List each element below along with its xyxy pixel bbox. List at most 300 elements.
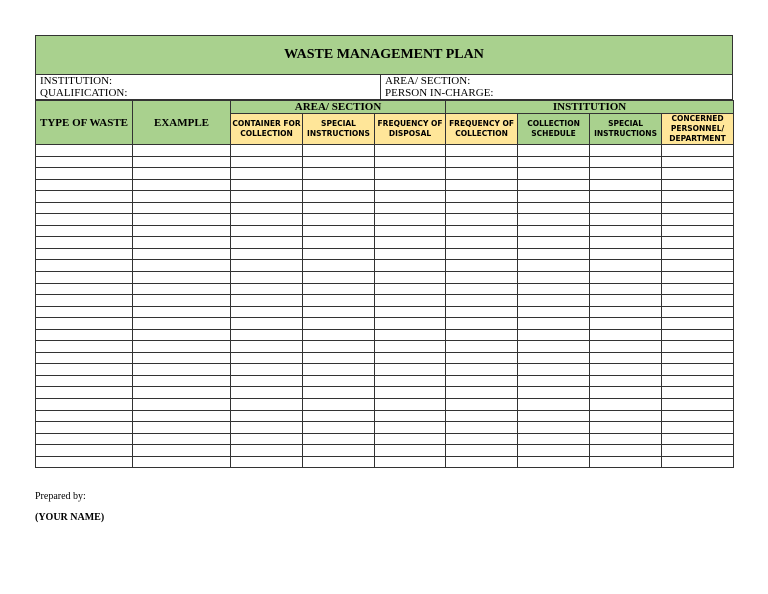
table-cell[interactable] [36, 445, 133, 457]
table-cell[interactable] [375, 214, 446, 226]
table-cell[interactable] [590, 456, 662, 468]
table-row [36, 295, 734, 307]
table-cell[interactable] [303, 191, 375, 203]
table-cell[interactable] [303, 225, 375, 237]
table-cell[interactable] [303, 456, 375, 468]
table-cell[interactable] [590, 260, 662, 272]
table-cell[interactable] [446, 306, 518, 318]
table-row [36, 364, 734, 376]
table-cell[interactable] [303, 341, 375, 353]
table-row [36, 352, 734, 364]
table-row [36, 272, 734, 284]
table-row [36, 225, 734, 237]
table-cell[interactable] [662, 341, 734, 353]
table-cell[interactable] [518, 445, 590, 457]
table-cell[interactable] [518, 168, 590, 180]
table-cell[interactable] [375, 272, 446, 284]
table-cell[interactable] [133, 387, 231, 399]
table-cell[interactable] [375, 433, 446, 445]
table-row [36, 422, 734, 434]
table-cell[interactable] [662, 248, 734, 260]
waste-management-form [35, 35, 733, 468]
table-cell[interactable] [375, 364, 446, 376]
table-cell[interactable] [36, 272, 133, 284]
table-cell[interactable] [518, 422, 590, 434]
table-cell[interactable] [133, 272, 231, 284]
table-cell[interactable] [375, 295, 446, 307]
table-cell[interactable] [662, 237, 734, 249]
table-cell[interactable] [303, 375, 375, 387]
table-cell[interactable] [133, 445, 231, 457]
table-cell[interactable] [662, 156, 734, 168]
table-cell[interactable] [36, 422, 133, 434]
header-example: EXAMPLE [133, 101, 231, 145]
table-row [36, 375, 734, 387]
table-cell[interactable] [36, 399, 133, 411]
qualification-field[interactable]: QUALIFICATION: [40, 87, 128, 99]
table-row [36, 387, 734, 399]
table-row [36, 248, 734, 260]
table-cell[interactable] [133, 306, 231, 318]
table-cell[interactable] [36, 318, 133, 330]
table-cell[interactable] [662, 260, 734, 272]
table-cell[interactable] [231, 433, 303, 445]
table-cell[interactable] [446, 295, 518, 307]
table-cell[interactable] [303, 202, 375, 214]
table-cell[interactable] [231, 399, 303, 411]
table-cell[interactable] [518, 341, 590, 353]
table-cell[interactable] [446, 145, 518, 157]
table-cell[interactable] [36, 352, 133, 364]
table-cell[interactable] [518, 364, 590, 376]
table-cell[interactable] [36, 364, 133, 376]
table-row [36, 456, 734, 468]
table-cell[interactable] [231, 272, 303, 284]
table-cell[interactable] [590, 179, 662, 191]
table-cell[interactable] [590, 410, 662, 422]
table-cell[interactable] [133, 318, 231, 330]
table-cell[interactable] [375, 410, 446, 422]
table-cell[interactable] [590, 191, 662, 203]
table-cell[interactable] [590, 237, 662, 249]
table-cell[interactable] [446, 202, 518, 214]
table-cell[interactable] [446, 156, 518, 168]
table-cell[interactable] [303, 179, 375, 191]
table-cell[interactable] [375, 248, 446, 260]
table-cell[interactable] [518, 410, 590, 422]
table-row [36, 260, 734, 272]
table-cell[interactable] [590, 272, 662, 284]
table-cell[interactable] [303, 156, 375, 168]
table-cell[interactable] [231, 329, 303, 341]
your-name-field[interactable]: (YOUR NAME) [35, 512, 105, 523]
table-row [36, 329, 734, 341]
table-cell[interactable] [590, 399, 662, 411]
table-cell[interactable] [518, 456, 590, 468]
table-cell[interactable] [446, 445, 518, 457]
header-concerned-personnel: CONCERNED PERSONNEL/ DEPARTMENT [662, 114, 734, 145]
table-cell[interactable] [662, 399, 734, 411]
table-cell[interactable] [446, 329, 518, 341]
table-cell[interactable] [446, 191, 518, 203]
table-cell[interactable] [590, 214, 662, 226]
info-left [36, 75, 381, 99]
table-row [36, 445, 734, 457]
table-cell[interactable] [303, 399, 375, 411]
table-cell[interactable] [36, 248, 133, 260]
table-cell[interactable] [36, 237, 133, 249]
table-cell[interactable] [36, 260, 133, 272]
table-cell[interactable] [662, 410, 734, 422]
table-cell[interactable] [231, 283, 303, 295]
table-cell[interactable] [375, 445, 446, 457]
table-cell[interactable] [518, 156, 590, 168]
table-cell[interactable] [36, 456, 133, 468]
table-cell[interactable] [231, 445, 303, 457]
table-cell[interactable] [446, 387, 518, 399]
table-cell[interactable] [375, 260, 446, 272]
form-title: WASTE MANAGEMENT PLAN [35, 35, 733, 75]
table-cell[interactable] [518, 306, 590, 318]
table-cell[interactable] [231, 341, 303, 353]
table-cell[interactable] [375, 375, 446, 387]
person-in-charge-field[interactable]: PERSON IN-CHARGE: [385, 87, 494, 99]
table-cell[interactable] [133, 237, 231, 249]
table-cell[interactable] [590, 145, 662, 157]
table-cell[interactable] [590, 295, 662, 307]
table-row [36, 283, 734, 295]
table-cell[interactable] [375, 329, 446, 341]
table-cell[interactable] [133, 341, 231, 353]
table-cell[interactable] [231, 318, 303, 330]
header-type-of-waste: TYPE OF WASTE [36, 101, 133, 145]
table-cell[interactable] [231, 352, 303, 364]
table-cell[interactable] [518, 179, 590, 191]
table-cell[interactable] [303, 272, 375, 284]
institution-field[interactable]: INSTITUTION: [40, 75, 113, 87]
table-cell[interactable] [375, 306, 446, 318]
table-cell[interactable] [231, 156, 303, 168]
table-cell[interactable] [446, 168, 518, 180]
table-cell[interactable] [375, 352, 446, 364]
table-cell[interactable] [446, 341, 518, 353]
table-row [36, 156, 734, 168]
table-cell[interactable] [303, 283, 375, 295]
table-row [36, 433, 734, 445]
table-cell[interactable] [446, 456, 518, 468]
table-cell[interactable] [446, 248, 518, 260]
table-cell[interactable] [518, 295, 590, 307]
waste-table [35, 100, 734, 468]
table-cell[interactable] [133, 283, 231, 295]
table-row [36, 306, 734, 318]
table-cell[interactable] [303, 318, 375, 330]
table-cell[interactable] [662, 329, 734, 341]
table-cell[interactable] [303, 260, 375, 272]
table-cell[interactable] [303, 445, 375, 457]
table-cell[interactable] [133, 295, 231, 307]
table-cell[interactable] [133, 364, 231, 376]
table-cell[interactable] [231, 410, 303, 422]
table-cell[interactable] [662, 433, 734, 445]
header-container-for-collection: CONTAINER FOR COLLECTION [231, 114, 303, 145]
table-cell[interactable] [446, 433, 518, 445]
table-cell[interactable] [518, 248, 590, 260]
table-cell[interactable] [662, 318, 734, 330]
table-cell[interactable] [662, 295, 734, 307]
table-cell[interactable] [36, 145, 133, 157]
table-cell[interactable] [518, 352, 590, 364]
table-cell[interactable] [36, 375, 133, 387]
table-cell[interactable] [303, 352, 375, 364]
table-cell[interactable] [231, 237, 303, 249]
table-cell[interactable] [133, 329, 231, 341]
table-cell[interactable] [662, 145, 734, 157]
table-cell[interactable] [590, 225, 662, 237]
table-row [36, 341, 734, 353]
table-cell[interactable] [662, 445, 734, 457]
table-cell[interactable] [133, 179, 231, 191]
table-cell[interactable] [36, 168, 133, 180]
table-cell[interactable] [231, 248, 303, 260]
table-cell[interactable] [36, 202, 133, 214]
table-cell[interactable] [590, 445, 662, 457]
table-cell[interactable] [375, 225, 446, 237]
table-cell[interactable] [231, 179, 303, 191]
table-cell[interactable] [375, 179, 446, 191]
table-cell[interactable] [518, 225, 590, 237]
table-row [36, 399, 734, 411]
table-cell[interactable] [36, 295, 133, 307]
table-cell[interactable] [36, 410, 133, 422]
table-cell[interactable] [662, 225, 734, 237]
table-row [36, 202, 734, 214]
table-cell[interactable] [518, 387, 590, 399]
table-cell[interactable] [231, 260, 303, 272]
table-cell[interactable] [518, 329, 590, 341]
table-cell[interactable] [36, 341, 133, 353]
table-cell[interactable] [133, 375, 231, 387]
table-cell[interactable] [590, 364, 662, 376]
table-cell[interactable] [662, 387, 734, 399]
table-cell[interactable] [446, 399, 518, 411]
table-cell[interactable] [231, 202, 303, 214]
table-cell[interactable] [133, 214, 231, 226]
table-cell[interactable] [133, 410, 231, 422]
table-cell[interactable] [133, 399, 231, 411]
table-cell[interactable] [662, 456, 734, 468]
table-cell[interactable] [133, 260, 231, 272]
table-cell[interactable] [446, 237, 518, 249]
table-cell[interactable] [375, 202, 446, 214]
table-cell[interactable] [590, 341, 662, 353]
table-cell[interactable] [518, 272, 590, 284]
table-cell[interactable] [590, 156, 662, 168]
table-cell[interactable] [662, 272, 734, 284]
table-cell[interactable] [375, 283, 446, 295]
table-cell[interactable] [590, 248, 662, 260]
table-cell[interactable] [518, 433, 590, 445]
table-cell[interactable] [518, 202, 590, 214]
table-cell[interactable] [518, 399, 590, 411]
table-row [36, 179, 734, 191]
info-right [381, 75, 732, 99]
table-cell[interactable] [662, 179, 734, 191]
table-cell[interactable] [231, 168, 303, 180]
table-cell[interactable] [36, 387, 133, 399]
prepared-by-label: Prepared by: [35, 491, 86, 502]
table-cell[interactable] [303, 306, 375, 318]
table-cell[interactable] [662, 422, 734, 434]
table-cell[interactable] [375, 387, 446, 399]
table-cell[interactable] [231, 456, 303, 468]
table-cell[interactable] [36, 225, 133, 237]
table-row [36, 214, 734, 226]
table-cell[interactable] [231, 225, 303, 237]
table-cell[interactable] [590, 387, 662, 399]
table-cell[interactable] [590, 283, 662, 295]
table-cell[interactable] [446, 225, 518, 237]
table-cell[interactable] [446, 318, 518, 330]
table-cell[interactable] [375, 318, 446, 330]
table-cell[interactable] [303, 214, 375, 226]
table-cell[interactable] [231, 306, 303, 318]
table-cell[interactable] [231, 375, 303, 387]
table-cell[interactable] [231, 145, 303, 157]
table-cell[interactable] [133, 225, 231, 237]
header-institution-special-instructions: SPECIAL INSTRUCTIONS [590, 114, 662, 145]
table-cell[interactable] [303, 145, 375, 157]
table-row [36, 318, 734, 330]
table-cell[interactable] [36, 156, 133, 168]
header-frequency-of-collection: FREQUENCY OF COLLECTION [446, 114, 518, 145]
table-cell[interactable] [518, 237, 590, 249]
table-cell[interactable] [662, 214, 734, 226]
table-cell[interactable] [36, 306, 133, 318]
table-cell[interactable] [375, 422, 446, 434]
table-cell[interactable] [133, 168, 231, 180]
table-cell[interactable] [446, 410, 518, 422]
table-cell[interactable] [518, 145, 590, 157]
table-cell[interactable] [590, 202, 662, 214]
table-cell[interactable] [590, 422, 662, 434]
table-cell[interactable] [375, 456, 446, 468]
table-cell[interactable] [662, 364, 734, 376]
table-cell[interactable] [133, 433, 231, 445]
table-cell[interactable] [303, 410, 375, 422]
table-cell[interactable] [36, 191, 133, 203]
table-cell[interactable] [133, 156, 231, 168]
table-cell[interactable] [133, 352, 231, 364]
table-cell[interactable] [303, 433, 375, 445]
table-cell[interactable] [133, 422, 231, 434]
table-cell[interactable] [446, 375, 518, 387]
table-cell[interactable] [590, 433, 662, 445]
table-cell[interactable] [446, 422, 518, 434]
table-cell[interactable] [518, 260, 590, 272]
table-cell[interactable] [662, 168, 734, 180]
table-cell[interactable] [446, 352, 518, 364]
area-section-field[interactable]: AREA/ SECTION: [385, 75, 471, 87]
table-cell[interactable] [303, 295, 375, 307]
table-cell[interactable] [36, 179, 133, 191]
table-cell[interactable] [133, 456, 231, 468]
table-cell[interactable] [36, 283, 133, 295]
header-collection-schedule: COLLECTION SCHEDULE [518, 114, 590, 145]
table-cell[interactable] [36, 214, 133, 226]
table-cell[interactable] [231, 364, 303, 376]
table-cell[interactable] [518, 283, 590, 295]
table-cell[interactable] [36, 433, 133, 445]
table-cell[interactable] [590, 306, 662, 318]
table-cell[interactable] [303, 168, 375, 180]
table-cell[interactable] [303, 387, 375, 399]
table-cell[interactable] [303, 364, 375, 376]
table-cell[interactable] [662, 202, 734, 214]
table-cell[interactable] [231, 295, 303, 307]
table-cell[interactable] [133, 145, 231, 157]
header-frequency-of-disposal: FREQUENCY OF DISPOSAL [375, 114, 446, 145]
info-section [35, 75, 733, 100]
table-cell[interactable] [446, 179, 518, 191]
table-cell[interactable] [303, 329, 375, 341]
table-cell[interactable] [662, 283, 734, 295]
table-cell[interactable] [375, 237, 446, 249]
header-group-institution: INSTITUTION [446, 101, 734, 114]
table-cell[interactable] [518, 318, 590, 330]
table-row [36, 145, 734, 157]
table-cell[interactable] [375, 399, 446, 411]
table-cell[interactable] [231, 387, 303, 399]
table-cell[interactable] [303, 237, 375, 249]
table-cell[interactable] [133, 202, 231, 214]
table-cell[interactable] [446, 283, 518, 295]
table-cell[interactable] [662, 306, 734, 318]
table-cell[interactable] [36, 329, 133, 341]
table-cell[interactable] [590, 168, 662, 180]
table-cell[interactable] [518, 214, 590, 226]
table-cell[interactable] [375, 168, 446, 180]
table-cell[interactable] [133, 248, 231, 260]
table-cell[interactable] [590, 318, 662, 330]
table-cell[interactable] [231, 191, 303, 203]
table-row [36, 410, 734, 422]
table-row [36, 237, 734, 249]
table-cell[interactable] [590, 352, 662, 364]
table-cell[interactable] [590, 329, 662, 341]
table-cell[interactable] [375, 191, 446, 203]
table-cell[interactable] [518, 375, 590, 387]
table-cell[interactable] [518, 191, 590, 203]
table-cell[interactable] [446, 364, 518, 376]
header-area-special-instructions: SPECIAL INSTRUCTIONS [303, 114, 375, 145]
table-cell[interactable] [303, 248, 375, 260]
table-cell[interactable] [446, 272, 518, 284]
table-cell[interactable] [446, 260, 518, 272]
table-cell[interactable] [231, 214, 303, 226]
table-cell[interactable] [446, 214, 518, 226]
table-cell[interactable] [375, 145, 446, 157]
table-cell[interactable] [662, 352, 734, 364]
table-cell[interactable] [375, 156, 446, 168]
table-cell[interactable] [133, 191, 231, 203]
table-cell[interactable] [662, 375, 734, 387]
table-cell[interactable] [303, 422, 375, 434]
table-cell[interactable] [231, 422, 303, 434]
table-cell[interactable] [375, 341, 446, 353]
table-cell[interactable] [662, 191, 734, 203]
table-cell[interactable] [590, 375, 662, 387]
